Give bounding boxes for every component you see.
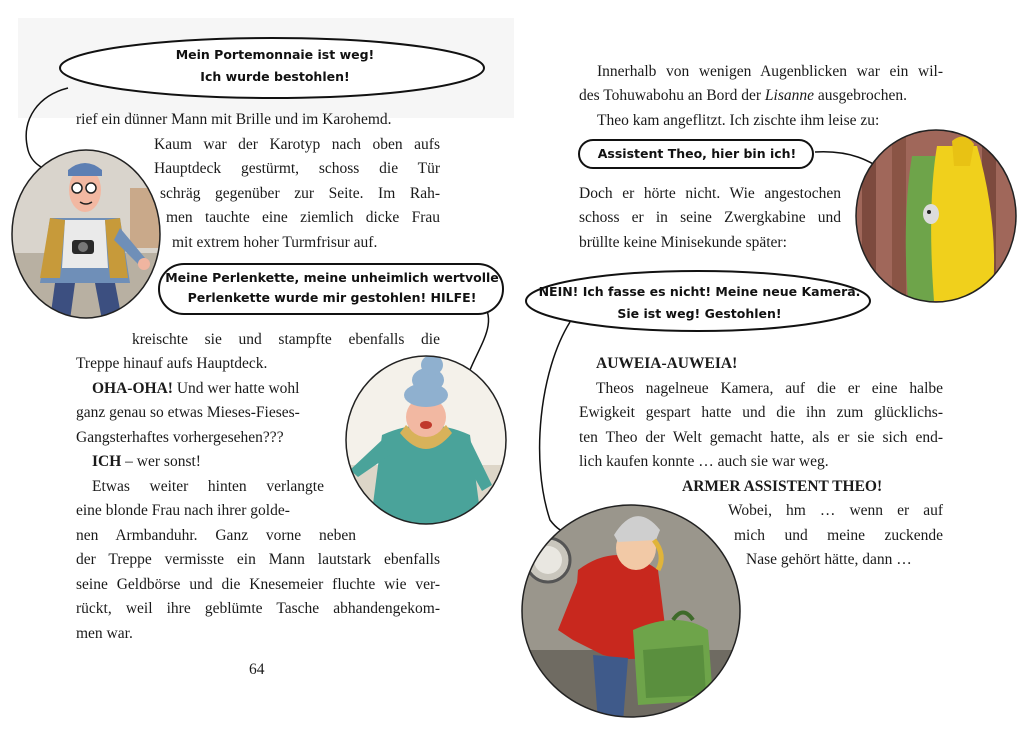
text-line: Wobei, hm … wenn er auf [728, 502, 943, 519]
text-line: men war. [76, 625, 133, 642]
illustration-closet-raincoat [852, 126, 1020, 306]
text-line: Gangsterhaftes vorhergesehen??? [76, 429, 284, 446]
text-line: mich und meine zuckende [734, 527, 943, 544]
text-line-ich [92, 450, 201, 474]
bubble-line: Perlenkette wurde mir gestohlen! HILFE! [187, 290, 477, 305]
text-line: Nase gehört hätte, dann … [746, 551, 912, 568]
oha-bold: OHA-OHA! [92, 380, 173, 397]
ich-rest: – wer sonst! [121, 453, 201, 470]
bubble-line: Assistent Theo, hier bin ich! [597, 146, 797, 161]
illustration-man-with-camera [10, 148, 162, 320]
text-line: Innerhalb von wenigen Augenblicken war ein wil- [597, 63, 943, 80]
lisanne-pre: des Tohuwabohu an Bord der [579, 87, 765, 104]
text-line: Ewigkeit gespart hatte und die ihn zum glücklichs- [579, 404, 943, 421]
text-line: Etwas weiter hinten verlangte [92, 478, 324, 495]
text-line: nen Armbanduhr. Ganz vorne neben [76, 527, 356, 544]
lisanne-ship-name: Lisanne [764, 87, 814, 104]
bubble-line: Ich wurde bestohlen! [200, 69, 350, 84]
illustration-theo-red-jacket [518, 500, 744, 722]
page-number: 64 [249, 661, 265, 678]
illustration-woman-turmfrisur [342, 345, 510, 527]
text-line: rückt, weil ihre geblümte Tasche abhandengekom- [76, 600, 440, 617]
speech-bubble-perlenkette [157, 262, 507, 318]
text-line: ten Theo der Welt gemacht hatte, als er sie sich end- [579, 429, 943, 446]
text-line: men tauchte eine ziemlich dicke Frau [166, 209, 440, 226]
ich-bold: ICH [92, 453, 122, 470]
right-page [510, 0, 1020, 729]
auweia-heading: AUWEIA-AUWEIA! [596, 355, 738, 372]
text-line: Kaum war der Karotyp nach oben aufs [154, 136, 440, 153]
text-line: brüllte keine Minisekunde später: [579, 234, 787, 251]
text-line: rief ein dünner Mann mit Brille und im Karohemd. [76, 111, 392, 128]
bubble-line: Mein Portemonnaie ist weg! [175, 47, 375, 62]
text-line: schoss er in seine Zwergkabine und [579, 209, 841, 226]
text-line: ganz genau so etwas Mieses-Fieses- [76, 404, 300, 421]
lisanne-post: ausgebrochen. [813, 87, 907, 104]
text-line: der Treppe vermisste ein Mann lautstark ebenfalls [76, 551, 440, 568]
text-line: Theos nagelneue Kamera, auf die er eine halbe [596, 380, 943, 397]
text-line: seine Geldbörse und die Knesemeier fluchte wie ver- [76, 576, 440, 593]
bubble-line: Sie ist weg! Gestohlen! [617, 306, 782, 321]
text-line: eine blonde Frau nach ihrer golde- [76, 502, 290, 519]
text-line: schräg gegenüber zur Seite. Im Rah- [160, 185, 440, 202]
text-line: Theo kam angeflitzt. Ich zischte ihm leise zu: [597, 112, 880, 129]
text-line: lich kaufen konnte … auch sie war weg. [579, 453, 829, 470]
text-line: Treppe hinauf aufs Hauptdeck. [76, 355, 268, 372]
text-line: kreischte sie und stampfte ebenfalls die [132, 331, 440, 348]
speech-bubble-kamera [522, 268, 877, 336]
oha-rest: Und wer hatte wohl [176, 380, 300, 397]
text-line: Doch er hörte nicht. Wie angestochen [579, 185, 841, 202]
text-line: mit extrem hoher Turmfrisur auf. [172, 234, 378, 251]
text-line: Hauptdeck gestürmt, schoss die Tür [154, 160, 440, 177]
text-line-oha [92, 377, 300, 401]
bubble-line: Meine Perlenkette, meine unheimlich wertvolle [165, 270, 499, 285]
armer-heading: ARMER ASSISTENT THEO! [682, 478, 883, 495]
bubble-line: NEIN! Ich fasse es nicht! Meine neue Kamera. [538, 284, 861, 299]
